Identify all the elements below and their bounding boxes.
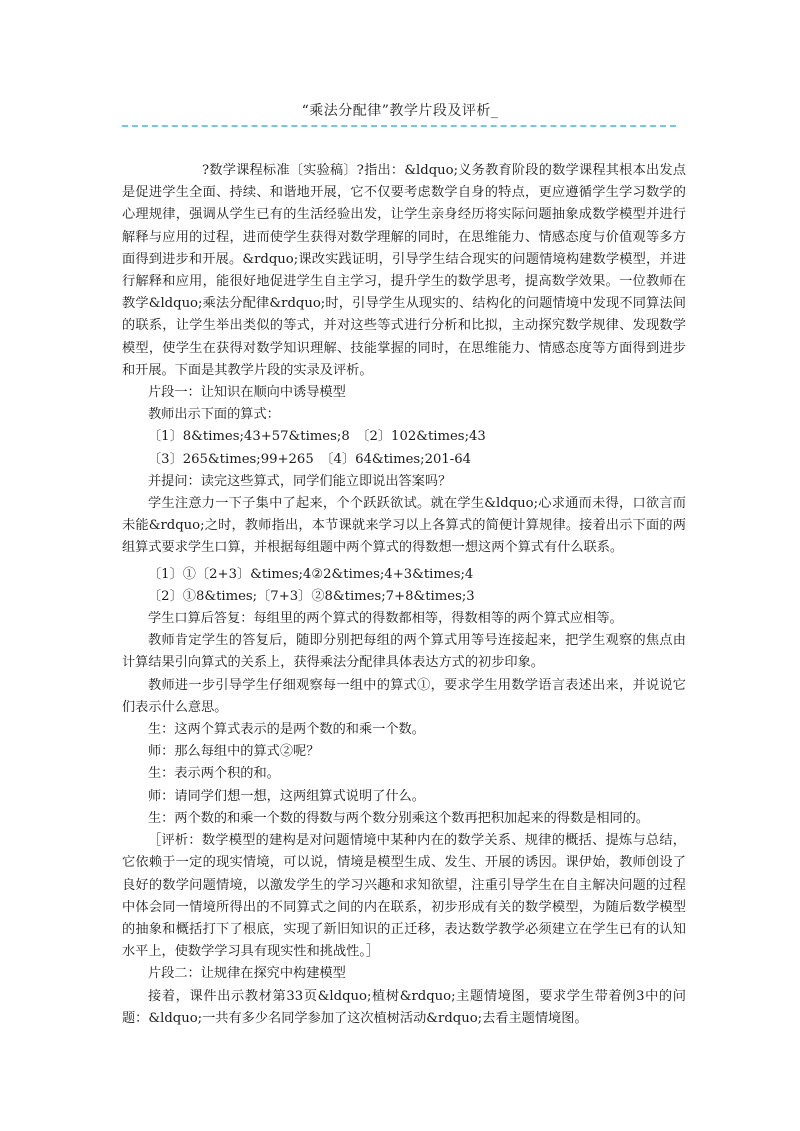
dialogue-line: 生：两个数的和乘一个数的得数与两个数分别乘这个数再把积加起来的得数是相同的。 [148, 810, 650, 826]
paragraph: 教师出示下面的算式： [148, 407, 280, 423]
paragraph: 教师肯定学生的答复后，随即分别把每组的两个算式用等号连接起来，把学生观察的焦点由计算结果引向算式的关系上，获得乘法分配律具体表达方式的初步印象。 [122, 633, 686, 671]
document-body [122, 160, 686, 1030]
formula-line: 〔1〕8&times;43+57&times;8 〔2〕102&times;43 [148, 429, 486, 445]
paragraph: 教师进一步引导学生仔细观察每一组中的算式①，要求学生用数学语言表述出来，并说说它们表示什么意思。 [122, 677, 686, 715]
section-heading: 片段一：让知识在顺向中诱导模型 [148, 385, 346, 401]
paragraph: 并提问：读完这些算式，同学们能立即说出答案吗？ [148, 473, 452, 489]
commentary-paragraph: ［评析：数学模型的建构是对问题情境中某种内在的数学关系、规律的概括、提炼与总结，它依赖于一定的现实情境，可以说，情境是模型生成、发生、开展的诱因。课伊始，教师创设了良好的数学问题情境，以激发学生的学习兴趣和求知欲望，注重引导学生在自主解决问题的过程中体会同一情境所得出的不同算式之间的内在联系，初步形成有关的数学模型，为随后数学模型的抽象和概括打下了根底，实现了新旧知识的正迁移，表达数学教学必须建立在学生已有的认知水平上，使数学学习具有现实性和挑战性。］ [122, 833, 686, 960]
formula-line: 〔3〕265&times;99+265 〔4〕64&times;201-64 [148, 451, 472, 467]
intro-paragraph: ?数学课程标准〔实验稿〕?指出：&ldquo;义务教育阶段的数学课程其根本出发点是促进学生全面、持续、和谐地开展，它不仅要考虑数学自身的特点，更应遵循学生学习数学的心理规律，强调从学生已有的生活经验出发，让学生亲身经历将实际问题抽象成数学模型并进行解释与应用的过程，进而使学生获得对数学理解的同时，在思维能力、情感态度与价值观等多方面得到进步和开展。&rdquo;课改实践证明，引导学生结合现实的问题情境构建数学模型，并进行解释和应用，能很好地促进学生自主学习，提升学生的数学思考，提高数学效果。一位教师在教学&ldquo;乘法分配律&rdquo;时，引导学生从现实的、结构化的问题情境中发现不同算法间的联系，让学生举出类似的等式，并对这些等式进行分析和比拟，主动探究数学规律、发现数学模型，使学生在获得对数学知识理解、技能掌握的同时，在思维能力、情感态度等方面得到进步和开展。下面是其教学片段的实录及评析。 [122, 163, 686, 378]
paragraph: 接着，课件出示教材第33页&ldquo;植树&rdquo;主题情境图，要求学生带着例3中的问题：&ldquo;一共有多少名同学参加了这次植树活动&rdquo;去看主题情境图。 [122, 988, 686, 1026]
dialogue-line: 师：那么每组中的算式②呢？ [148, 744, 320, 760]
formula-line: 〔2〕①8&times;〔7+3〕②8&times;7+8&times;3 [148, 588, 475, 604]
paragraph: 学生注意力一下子集中了起来，个个跃跃欲试。就在学生&ldquo;心求通而未得，口欲言而未能&rdquo;之时，教师指出，本节课就来学习以上各算式的简便计算规律。接着出示下面的两组算式要求学生口算，并根据每组题中两个算式的得数想一想这两个算式有什么联系。 [122, 496, 686, 556]
dialogue-line: 生：表示两个积的和。 [148, 766, 280, 782]
formula-line: 〔1〕①〔2+3〕&times;4②2&times;4+3&times;4 [148, 566, 474, 582]
document-title: “乘法分配律”教学片段及评析_ [301, 103, 499, 119]
dialogue-line: 生：这两个算式表示的是两个数的和乘一个数。 [148, 722, 425, 738]
section-heading: 片段二：让规律在探究中构建模型 [148, 966, 346, 982]
dialogue-line: 师：请同学们想一想，这两组算式说明了什么。 [148, 788, 425, 804]
title-divider [122, 125, 676, 127]
paragraph: 学生口算后答复：每组里的两个算式的得数都相等，得数相等的两个算式应相等。 [148, 611, 623, 627]
